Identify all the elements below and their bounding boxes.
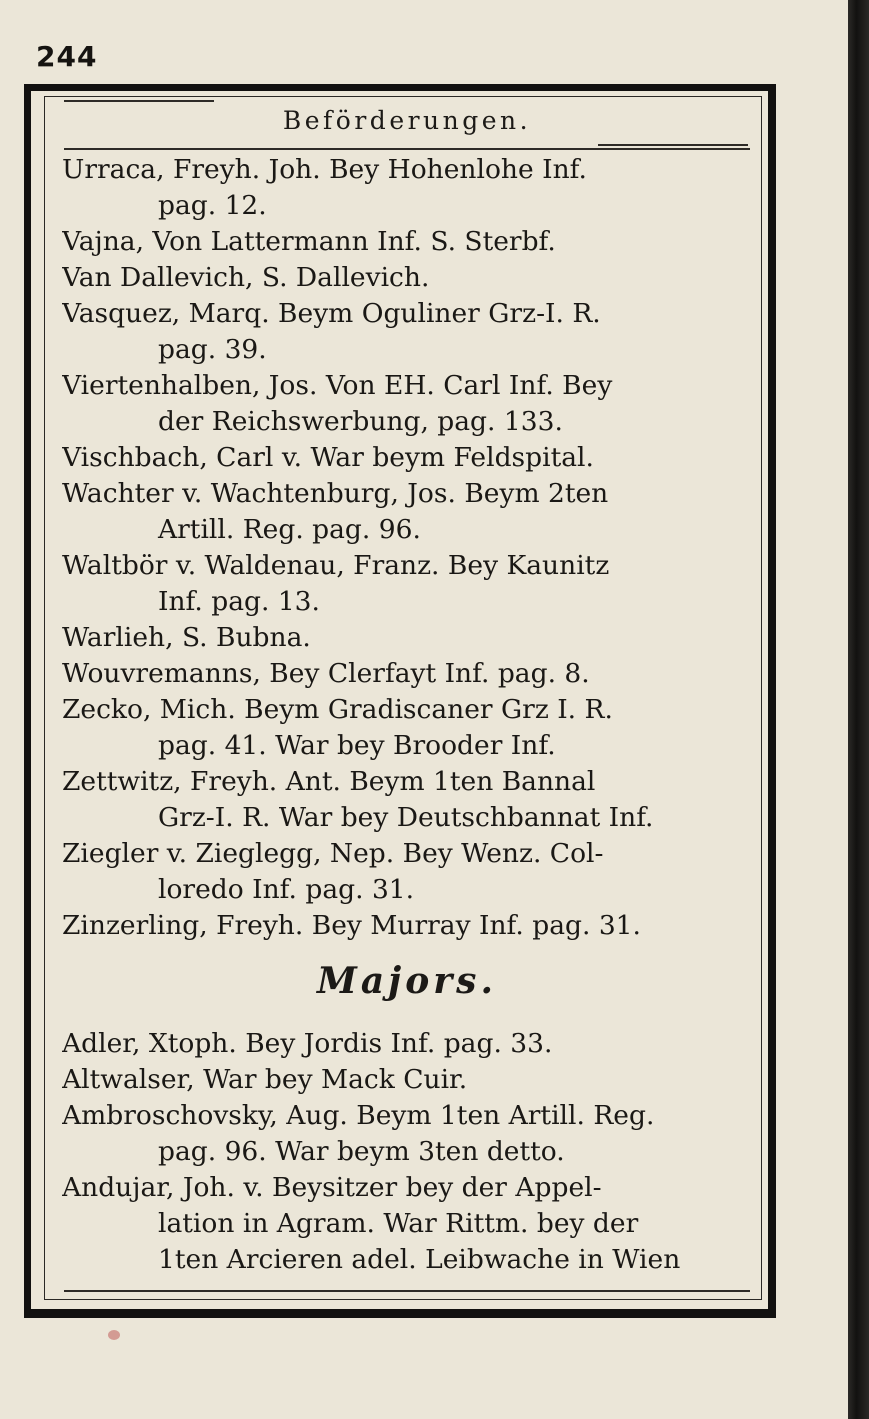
heading-underline	[64, 148, 750, 150]
heading-rule-right	[598, 144, 748, 146]
list-entry	[62, 1062, 762, 1098]
ink-smudge	[108, 1330, 120, 1340]
entry-continuation-line: Artill. Reg. pag. 96.	[158, 514, 421, 545]
entry-continuation-line: pag. 12.	[158, 190, 267, 221]
list-entry	[62, 1098, 762, 1170]
list-entry	[62, 620, 762, 656]
list-entry	[62, 836, 762, 908]
entry-line: Zecko, Mich. Beym Gradiscaner Grz I. R.	[62, 694, 613, 725]
entry-line: Zinzerling, Freyh. Bey Murray Inf. pag. 31.	[62, 910, 641, 941]
list-entry	[62, 1026, 762, 1062]
entry-line: Zettwitz, Freyh. Ant. Beym 1ten Bannal	[62, 766, 596, 797]
entry-line: Urraca, Freyh. Joh. Bey Hohenlohe Inf.	[62, 154, 587, 185]
entry-line: Wouvremanns, Bey Clerfayt Inf. pag. 8.	[62, 658, 590, 689]
entry-continuation-line: lation in Agram. War Rittm. bey der	[158, 1208, 639, 1239]
entries-befoerderungen	[62, 152, 762, 944]
heading-rule-left	[64, 100, 214, 102]
page-number: 244	[36, 40, 98, 73]
list-entry	[62, 152, 762, 224]
entry-continuation-line: der Reichswerbung, pag. 133.	[158, 406, 563, 437]
entry-line: Adler, Xtoph. Bey Jordis Inf. pag. 33.	[62, 1028, 553, 1059]
entry-line: Van Dallevich, S. Dallevich.	[62, 262, 430, 293]
entry-line: Wachter v. Wachtenburg, Jos. Beym 2ten	[62, 478, 609, 509]
list-entry	[62, 476, 762, 548]
list-entry	[62, 368, 762, 440]
entry-line: Andujar, Joh. v. Beysitzer bey der Appel-	[62, 1172, 602, 1203]
entry-line: Warlieh, S. Bubna.	[62, 622, 311, 653]
entry-continuation-line: Inf. pag. 13.	[158, 586, 320, 617]
entry-line: Ziegler v. Zieglegg, Nep. Bey Wenz. Col-	[62, 838, 604, 869]
entry-continuation-line: Grz-I. R. War bey Deutschbannat Inf.	[158, 802, 654, 833]
list-entry	[62, 692, 762, 764]
section-heading-majors: Majors.	[317, 960, 497, 1002]
entry-line: Altwalser, War bey Mack Cuir.	[62, 1064, 468, 1095]
entry-continuation-line: loredo Inf. pag. 31.	[158, 874, 415, 905]
entries-majors	[62, 1026, 762, 1278]
entry-continuation-line: 1ten Arcieren adel. Leibwache in Wien	[158, 1244, 681, 1275]
list-entry	[62, 764, 762, 836]
book-spine-edge	[848, 0, 869, 1419]
list-entry	[62, 908, 762, 944]
list-entry	[62, 1170, 762, 1278]
entry-line: Viertenhalben, Jos. Von EH. Carl Inf. Bey	[62, 370, 613, 401]
list-entry	[62, 260, 762, 296]
list-entry	[62, 296, 762, 368]
entry-line: Ambroschovsky, Aug. Beym 1ten Artill. Reg.	[62, 1100, 655, 1131]
entry-continuation-line: pag. 41. War bey Brooder Inf.	[158, 730, 556, 761]
list-entry	[62, 440, 762, 476]
entry-line: Vischbach, Carl v. War beym Feldspital.	[62, 442, 594, 473]
entry-continuation-line: pag. 96. War beym 3ten detto.	[158, 1136, 565, 1167]
entry-line: Vasquez, Marq. Beym Oguliner Grz-I. R.	[62, 298, 601, 329]
entry-line: Waltbör v. Waldenau, Franz. Bey Kaunitz	[62, 550, 610, 581]
list-entry	[62, 656, 762, 692]
entry-line: Vajna, Von Lattermann Inf. S. Sterbf.	[62, 226, 556, 257]
list-entry	[62, 548, 762, 620]
section-heading-befoerderungen: Beförderungen.	[282, 106, 532, 135]
list-entry	[62, 224, 762, 260]
entry-continuation-line: pag. 39.	[158, 334, 267, 365]
bottom-rule	[64, 1290, 750, 1292]
